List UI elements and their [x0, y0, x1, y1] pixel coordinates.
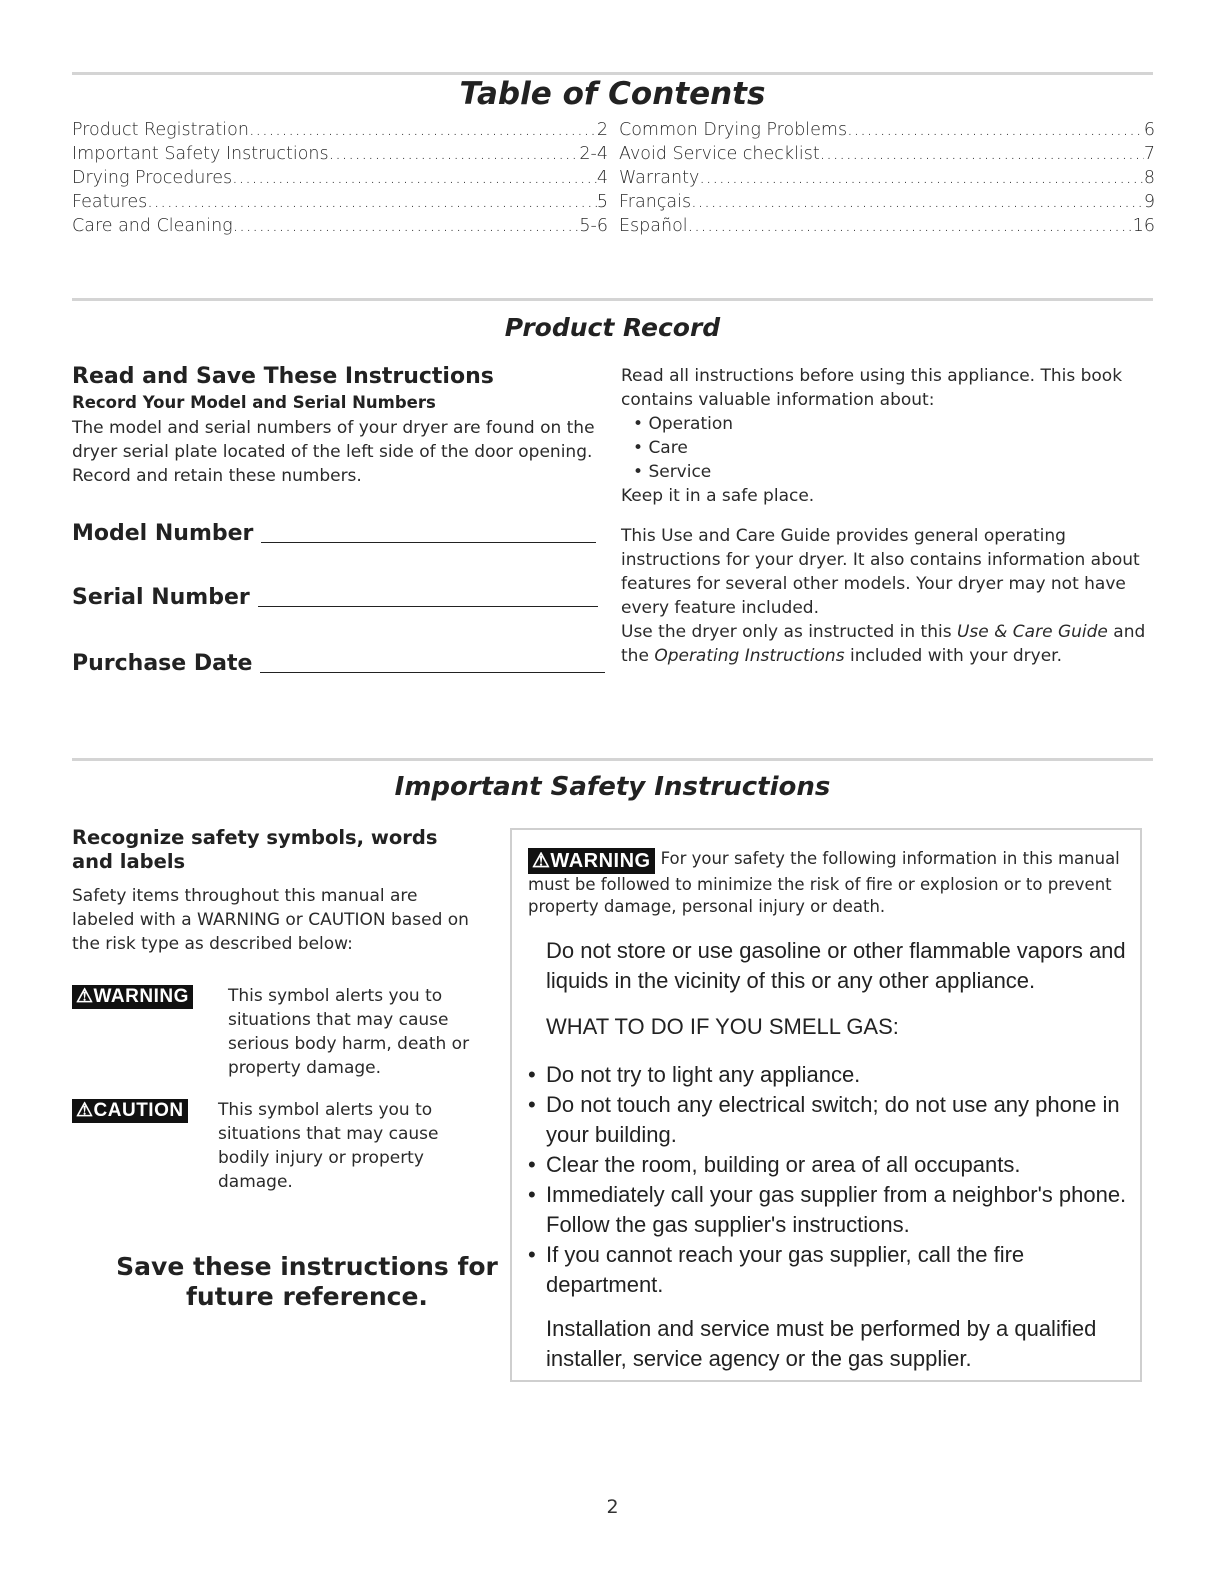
- operating-instructions-ref: Operating Instructions: [654, 646, 845, 666]
- toc-entry[interactable]: Care and Cleaning ..... 5-6: [72, 214, 608, 238]
- warning-badge-icon: ⚠WARNING: [528, 848, 655, 874]
- record-instructions-text: The model and serial numbers of your dryer are found on the dryer serial plate located of the left side of the door opening. Record and retain these numbers.: [72, 418, 595, 486]
- serial-number-field[interactable]: [72, 578, 598, 610]
- warning-description: This symbol alerts you to situations that may cause serious body harm, death or property damage.: [228, 986, 470, 1078]
- use-instructions-text: Use the dryer only as instructed in this Use & Care Guide and the Operating Instructions included with your dryer.: [621, 622, 1146, 666]
- toc-entry[interactable]: Warranty ..... 8: [619, 166, 1155, 190]
- serial-number-label: Serial Number: [72, 585, 250, 610]
- toc-entry[interactable]: Avoid Service checklist ..... 7: [619, 142, 1155, 166]
- product-record-info: [621, 364, 1151, 668]
- safety-rule: [72, 758, 1153, 761]
- save-instructions-note: Save these instructions for future reference.: [116, 1252, 498, 1311]
- toc-entry[interactable]: Drying Procedures ..... 4: [72, 166, 608, 190]
- keep-safe-text: Keep it in a safe place.: [621, 486, 815, 506]
- model-number-line[interactable]: [261, 541, 596, 543]
- smell-gas-heading: WHAT TO DO IF YOU SMELL GAS:: [546, 1014, 899, 1039]
- safety-symbols-section: [72, 826, 482, 956]
- record-numbers-heading: Record Your Model and Serial Numbers: [72, 393, 436, 412]
- toc-left-column: [72, 118, 608, 238]
- installation-text: Installation and service must be performed by a qualified installer, service agency or the gas supplier.: [546, 1316, 1097, 1371]
- caution-description: This symbol alerts you to situations that may cause bodily injury or property damage.: [218, 1100, 439, 1192]
- toc-entry[interactable]: Features ..... 5: [72, 190, 608, 214]
- list-item: • Immediately call your gas supplier from a neighbor's phone. Follow the gas supplier's instructions.: [528, 1180, 1138, 1240]
- purchase-date-field[interactable]: [72, 644, 605, 676]
- serial-number-line[interactable]: [258, 605, 598, 607]
- caution-badge-icon: ⚠CAUTION: [72, 1099, 188, 1123]
- caution-symbol-row: [72, 1098, 482, 1192]
- toc-entry[interactable]: Product Registration ..... 2: [72, 118, 608, 142]
- model-number-label: Model Number: [72, 521, 254, 546]
- toc-entry[interactable]: Common Drying Problems ..... 6: [619, 118, 1155, 142]
- purchase-date-label: Purchase Date: [72, 651, 253, 676]
- gas-storage-text: Do not store or use gasoline or other flammable vapors and liquids in the vicinity of this or any other appliance.: [546, 938, 1126, 993]
- read-save-heading: Read and Save These Instructions: [72, 364, 494, 389]
- page-number: 2: [606, 1496, 619, 1518]
- list-item: • Service: [633, 460, 1151, 484]
- gas-instructions: [528, 936, 1138, 1374]
- list-item: • Clear the room, building or area of all occupants.: [528, 1150, 1138, 1180]
- gas-warning-box: [510, 828, 1142, 1382]
- warning-badge-icon: ⚠WARNING: [72, 985, 193, 1009]
- toc-entry[interactable]: Français ..... 9: [619, 190, 1155, 214]
- toc-top-rule: [72, 72, 1153, 75]
- toc-entry[interactable]: Important Safety Instructions ..... 2-4: [72, 142, 608, 166]
- product-record-title: Product Record: [504, 313, 721, 342]
- list-item: • Care: [633, 436, 1151, 460]
- gas-actions-list: [528, 1060, 1138, 1300]
- list-item: • If you cannot reach your gas supplier, call the fire department.: [528, 1240, 1138, 1300]
- list-item: • Do not touch any electrical switch; do not use any phone in your building.: [528, 1090, 1138, 1150]
- model-number-field[interactable]: [72, 514, 596, 546]
- warning-symbol-row: [72, 984, 482, 1084]
- use-care-guide-ref: Use & Care Guide: [956, 622, 1108, 642]
- recognize-heading: Recognize safety symbols, words and labels: [72, 826, 438, 873]
- toc-entry[interactable]: Español ..... 16: [619, 214, 1155, 238]
- warning-box-intro: ⚠WARNING For your safety the following information in this manual must be followed to minimize the risk of fire or explosion or to prevent property damage, personal injury or death.: [528, 849, 1120, 916]
- guide-description: This Use and Care Guide provides general operating instructions for your dryer. It also contains information about features for several other models. Your dryer may not have every feature included.: [621, 526, 1140, 618]
- list-item: • Operation: [633, 412, 1151, 436]
- product-record-rule: [72, 298, 1153, 301]
- info-list: [621, 412, 1151, 484]
- toc-title: Table of Contents: [459, 76, 766, 112]
- toc-right-column: [619, 118, 1155, 238]
- purchase-date-line[interactable]: [260, 671, 605, 673]
- safety-intro-text: Safety items throughout this manual are labeled with a WARNING or CAUTION based on the risk type as described below:: [72, 886, 469, 954]
- list-item: • Do not try to light any appliance.: [528, 1060, 1138, 1090]
- safety-title: Important Safety Instructions: [394, 772, 831, 802]
- read-all-text: Read all instructions before using this appliance. This book contains valuable information about:: [621, 366, 1123, 410]
